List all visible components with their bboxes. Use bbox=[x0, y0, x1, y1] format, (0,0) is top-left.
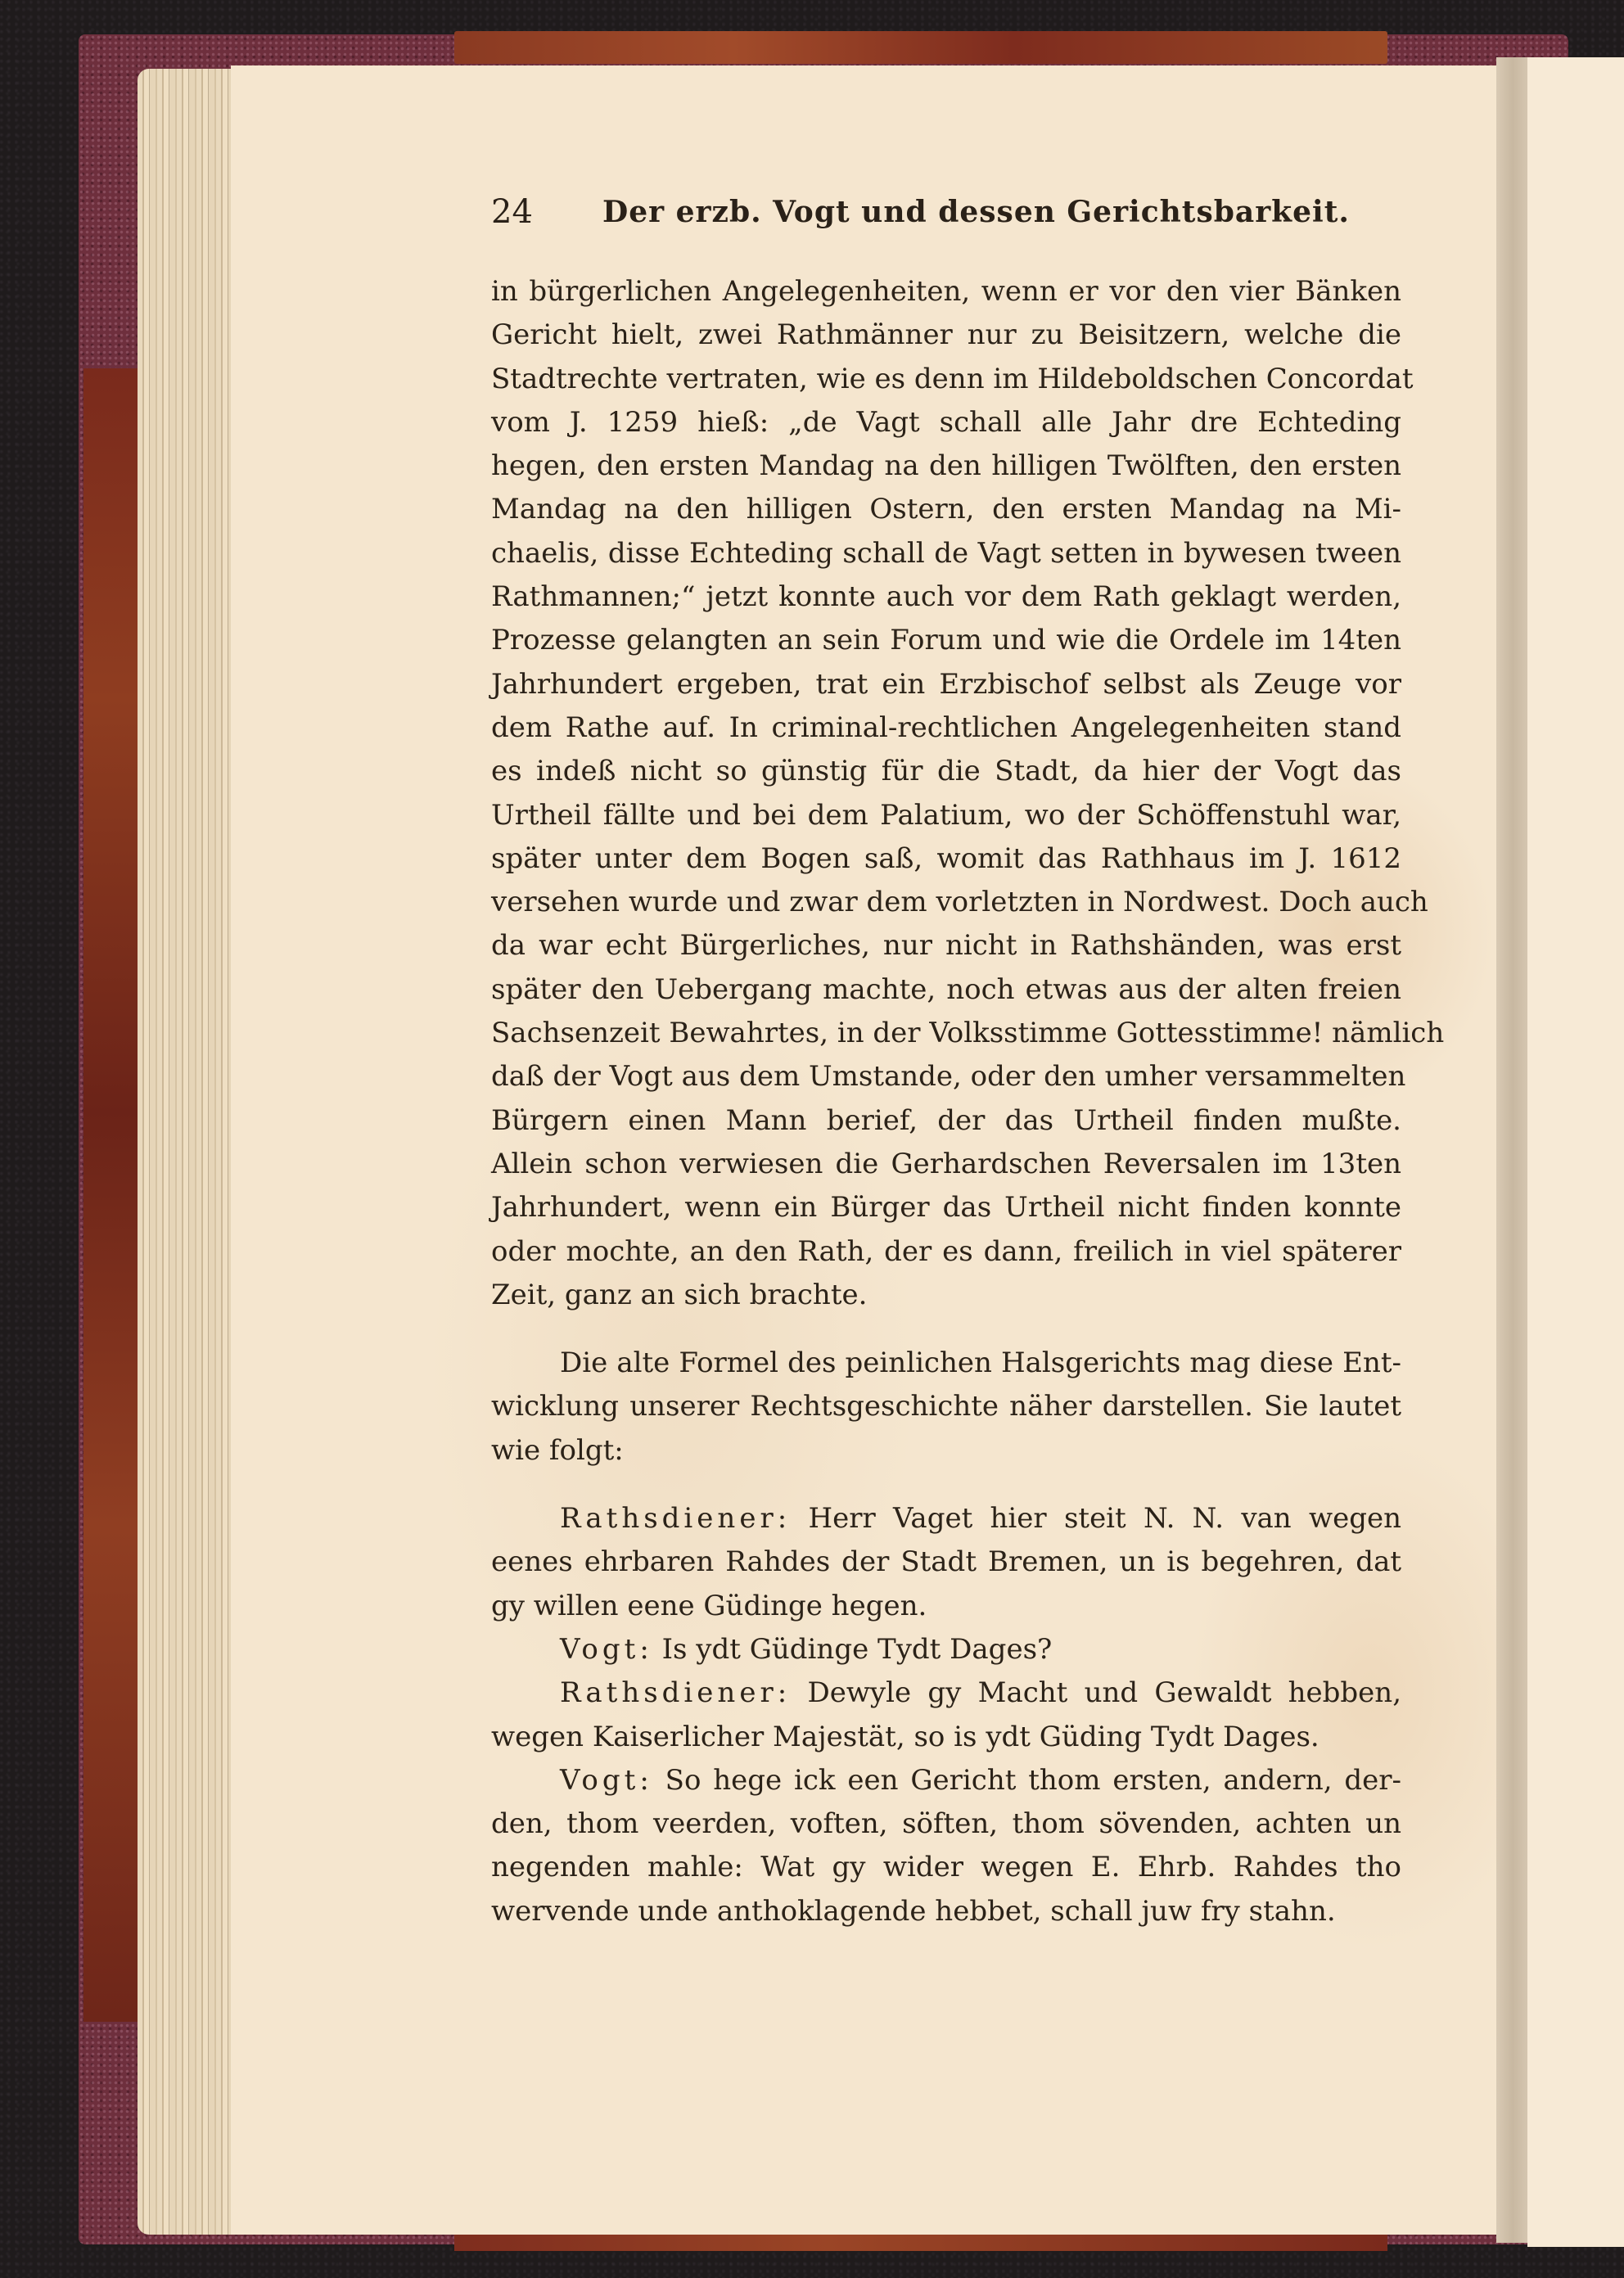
text-line: es indeß nicht so günstig für die Stadt, da hier der Vogt das bbox=[491, 755, 1401, 788]
dialogue-text: Herr Vaget hier steit N. N. van wegen bbox=[808, 1502, 1401, 1536]
dialogue-line bbox=[491, 1759, 1401, 1802]
text-line: Mandag na den hilligen Ostern, den ersten Mandag na Mi- bbox=[491, 493, 1401, 526]
dialogue-line: wegen Kaiserlicher Majestät, so is ydt Güding Tydt Dages. bbox=[491, 1720, 1320, 1753]
dialogue-line: wervende unde anthoklagende hebbet, schall juw fry stahn. bbox=[491, 1894, 1336, 1928]
text-line: Gericht hielt, zwei Rathmänner nur zu Beisitzern, welche die bbox=[491, 318, 1401, 352]
text-line: Jahrhundert, wenn ein Bürger das Urtheil nicht finden konnte bbox=[491, 1191, 1401, 1225]
text-line: chaelis, disse Echteding schall de Vagt setten in bywesen tween bbox=[491, 536, 1401, 570]
dialogue-text: Is ydt Güdinge Tydt Dages? bbox=[661, 1632, 1053, 1666]
text-line: dem Rathe auf. In criminal-rechtlichen Angelegenheiten stand bbox=[491, 710, 1401, 744]
text-line: wie folgt: bbox=[491, 1433, 624, 1467]
dialogue-line: negenden mahle: Wat gy wider wegen E. Ehrb. Rahdes tho bbox=[491, 1851, 1401, 1884]
text-line: Zeit, ganz an sich brachte. bbox=[491, 1278, 868, 1311]
dialogue-text: So hege ick een Gericht thom ersten, andern, der- bbox=[665, 1763, 1401, 1797]
dialogue-line: eenes ehrbaren Rahdes der Stadt Bremen, un is begehren, dat bbox=[491, 1545, 1401, 1579]
text-line: Prozesse gelangten an sein Forum und wie die Ordele im 14ten bbox=[491, 624, 1401, 657]
text-line: Rathmannen;“ jetzt konnte auch vor dem Rath geklagt werden, bbox=[491, 580, 1401, 614]
speaker-label: Vogt: bbox=[560, 1763, 653, 1797]
page-header bbox=[491, 193, 1424, 242]
text-line: später unter dem Bogen saß, womit das Rathhaus im J. 1612 bbox=[491, 841, 1401, 875]
dialogue-line: gy willen eene Güdinge hegen. bbox=[491, 1589, 927, 1622]
cover-marbled-paper-bottom bbox=[454, 2233, 1387, 2251]
text-line: Urtheil fällte und bei dem Palatium, wo der Schöffenstuhl war, bbox=[491, 798, 1401, 832]
text-line: oder mochte, an den Rath, der es dann, freilich in viel späterer bbox=[491, 1234, 1401, 1268]
dialogue-text: Dewyle gy Macht und Gewaldt hebben, bbox=[807, 1676, 1402, 1710]
text-line: später den Uebergang machte, noch etwas aus der alten freien bbox=[491, 972, 1401, 1006]
dialogue-line bbox=[491, 1671, 1401, 1715]
text-line: Bürgern einen Mann berief, der das Urtheil finden mußte. bbox=[491, 1103, 1401, 1137]
text-line: daß der Vogt aus dem Umstande, oder den umher versammelten bbox=[491, 1060, 1406, 1094]
text-line: Allein schon verwiesen die Gerhardschen Reversalen im 13ten bbox=[491, 1147, 1401, 1180]
text-line: Stadtrechte vertraten, wie es denn im Hildeboldschen Concordat bbox=[491, 362, 1414, 395]
dialogue-line bbox=[491, 1497, 1401, 1540]
dialogue-line: den, thom veerden, voften, söften, thom sövenden, achten un bbox=[491, 1807, 1401, 1841]
text-line: Jahrhundert ergeben, trat ein Erzbischof selbst als Zeuge vor bbox=[491, 667, 1401, 701]
cover-marbled-paper-top bbox=[454, 31, 1387, 64]
facing-page-edge bbox=[1527, 57, 1624, 2247]
speaker-label: Vogt: bbox=[560, 1632, 653, 1666]
text-line: wicklung unserer Rechtsgeschichte näher darstellen. Sie lautet bbox=[491, 1390, 1401, 1423]
text-line: versehen wurde und zwar dem vorletzten in Nordwest. Doch auch bbox=[491, 886, 1428, 919]
book-gutter bbox=[1496, 57, 1529, 2243]
paragraph-1 bbox=[491, 270, 1445, 1317]
text-line: in bürgerlichen Angelegenheiten, wenn er vor den vier Bänken bbox=[491, 275, 1401, 308]
speaker-label: Rathsdiener: bbox=[560, 1676, 792, 1710]
dialogue bbox=[491, 1497, 1401, 1933]
text-line: Die alte Formel des peinlichen Halsgerichts mag diese Ent- bbox=[560, 1347, 1401, 1380]
text-line: da war echt Bürgerliches, nur nicht in Rathshänden, was erst bbox=[491, 929, 1401, 963]
paragraph-spacer bbox=[491, 1317, 1401, 1342]
paragraph-2 bbox=[491, 1342, 1401, 1473]
speaker-label: Rathsdiener: bbox=[560, 1502, 792, 1536]
running-head: Der erzb. Vogt und dessen Gerichtsbarkeit. bbox=[602, 195, 1350, 229]
dialogue-line bbox=[491, 1628, 1401, 1671]
paragraph-spacer bbox=[491, 1473, 1401, 1497]
text-line: Sachsenzeit Bewahrtes, in der Volksstimme Gottesstimme! nämlich bbox=[491, 1017, 1445, 1050]
page-edges bbox=[138, 69, 236, 2235]
page-number: 24 bbox=[491, 193, 533, 231]
text-line: vom J. 1259 hieß: „de Vagt schall alle Jahr dre Echteding bbox=[491, 405, 1401, 439]
body-text bbox=[491, 270, 1445, 1933]
text-line: hegen, den ersten Mandag na den hilligen Twölften, den ersten bbox=[491, 449, 1401, 483]
cover-marbled-paper-left bbox=[83, 368, 146, 2022]
